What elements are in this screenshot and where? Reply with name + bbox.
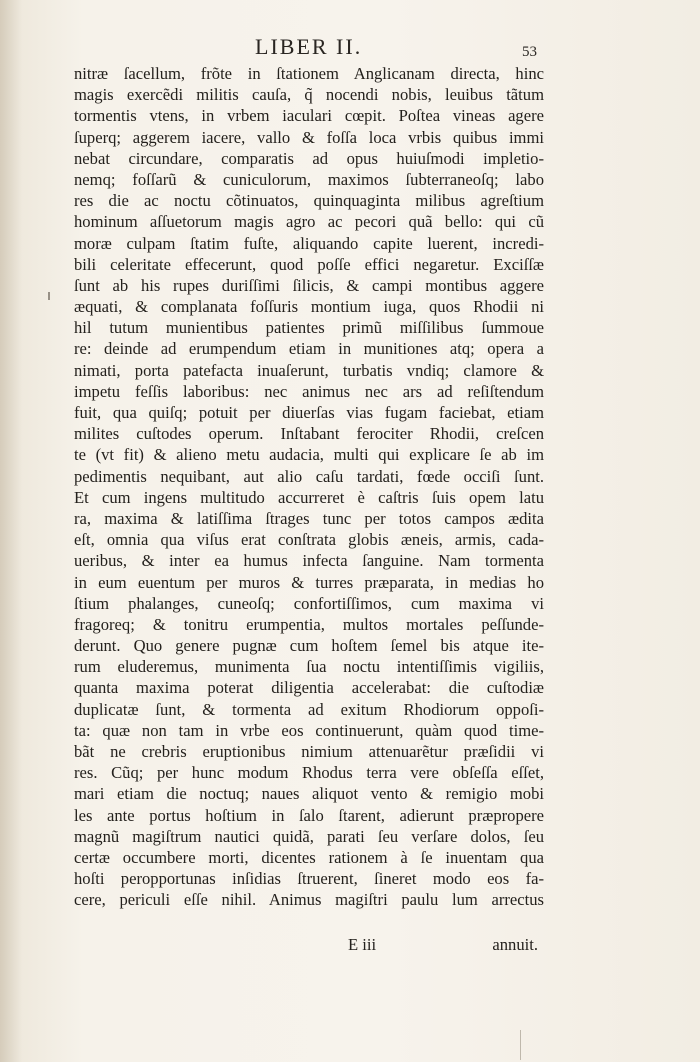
text-line: nebat circundare, comparatis ad opus huiuſmodi impletio- — [74, 148, 544, 168]
text-line: pedimentis nequibant, aut alio caſu tardati, fœde occiſi ſunt. — [74, 466, 544, 486]
text-line: ta: quæ non tam in vrbe eos continuerunt, quàm quod time- — [74, 720, 544, 740]
text-line: milites cuſtodes operum. Inſtabant ferociter Rhodii, creſcen — [74, 424, 544, 444]
running-head — [0, 34, 700, 62]
text-line: duplicatæ ſunt, & tormenta ad exitum Rhodiorum oppoſi- — [74, 699, 544, 719]
text-line: magis exercẽdi militis cauſa, q̃ nocendi nobis, leuibus tãtum — [74, 85, 544, 105]
text-line: tormentis vtens, in vrbem iaculari cœpit. Poſtea vineas agere — [74, 106, 544, 126]
catchword: annuit. — [492, 935, 538, 954]
text-line: ſuperq; aggerem iacere, vallo & foſſa loca vrbis quibus immi — [74, 127, 544, 147]
text-line: eſt, omnia qua viſus erat conſtrata globis æneis, armis, cada- — [74, 530, 544, 550]
text-line: nemq; foſſarũ & cuniculorum, maximos ſubterraneoſq; labo — [74, 169, 544, 189]
fold-mark — [520, 1030, 521, 1060]
page-footer — [74, 935, 544, 957]
text-line: cere, periculi eſſe nihil. Animus magiſtri paulu lum arrectus — [74, 890, 544, 910]
text-line: æquati, & complanata foſſuris montium iuga, quos Rhodii ni — [74, 297, 544, 317]
text-line: nimati, porta patefacta inuaſerunt, turbatis vndiq; clamore & — [74, 360, 544, 380]
running-title: LIBER II. — [255, 34, 363, 59]
text-block — [74, 63, 544, 911]
text-line: in eum euentum per muros & turres præparata, in medias ho — [74, 572, 544, 592]
text-line: impetu feſſis laboribus: nec animus nec ars ad reſiſtendum — [74, 381, 544, 401]
text-line: re: deinde ad erumpendum etiam in munitiones atq; opera a — [74, 339, 544, 359]
text-line: hominum aſſuetorum magis agro ac pecori quã bello: qui cũ — [74, 212, 544, 232]
text-line: moræ culpam ſtatim fuſte, aliquando capite luerent, incredi- — [74, 233, 544, 253]
text-line: res. Cũq; per hunc modum Rhodus terra vere obſeſſa eſſet, — [74, 763, 544, 783]
text-line: rum eluderemus, munimenta ſua noctu intentiſſimis vigiliis, — [74, 657, 544, 677]
signature-mark: E iii — [348, 935, 377, 954]
text-line: derunt. Quo genere pugnæ cum hoſtem ſemel bis atque ite- — [74, 636, 544, 656]
text-line: ueribus, & inter ea humus infecta ſanguine. Nam tormenta — [74, 551, 544, 571]
text-line: quanta maxima poterat diligentia accelerabat: die cuſtodiæ — [74, 678, 544, 698]
text-line: bili celeritate effecerunt, quod poſſe effici negaretur. Exciſſæ — [74, 254, 544, 274]
text-line: les ante portus hoſtium in ſalo ſtarent, adierunt præpropere — [74, 805, 544, 825]
text-line: ſunt ab his rupes duriſſimi ſilicis, & campi montibus aggere — [74, 275, 544, 295]
text-line: fuit, qua quiſq; potuit per diuerſas vias fugam faciebat, etiam — [74, 403, 544, 422]
text-line: te (vt fit) & alieno metu audacia, multi qui explicare ſe ab im — [74, 445, 544, 465]
text-line: mari etiam die noctuq; naues aliquot vento & remigio mobi — [74, 784, 544, 804]
text-line: ſtium phalanges, cuneoſq; confortiſſimos, cum maxima vi — [74, 593, 544, 613]
marginal-mark — [48, 292, 50, 300]
text-line: bãt ne crebris eruptionibus nimium attenuarẽtur præſidii vi — [74, 742, 544, 761]
text-line: fragoreq; & tonitru erumpentia, multos mortales peſſunde- — [74, 614, 544, 634]
text-line: nitræ ſacellum, frõte in ſtationem Anglicanam directa, hinc — [74, 64, 544, 83]
text-line: magnũ magiſtrum nautici quidã, parati ſeu verſare dolos, ſeu — [74, 826, 544, 846]
text-line: Et cum ingens multitudo accurreret è caſtris ſuis opem latu — [74, 487, 544, 507]
text-line: res die ac noctu cõtinuatos, quinquaginta milibus agreſtium — [74, 191, 544, 211]
text-line: certæ occumbere morti, dicentes rationem à ſe inuentam qua — [74, 847, 544, 867]
text-line: ra, maxima & latiſſima ſtrages tunc per totos campos ædita — [74, 508, 544, 528]
text-line: hoſti peropportunas inſidias ſtruerent, ſineret modo eos fa- — [74, 869, 544, 889]
folio-number: 53 — [522, 44, 537, 60]
text-line: hil tutum munientibus patientes primũ miſſilibus ſummoue — [74, 318, 544, 338]
